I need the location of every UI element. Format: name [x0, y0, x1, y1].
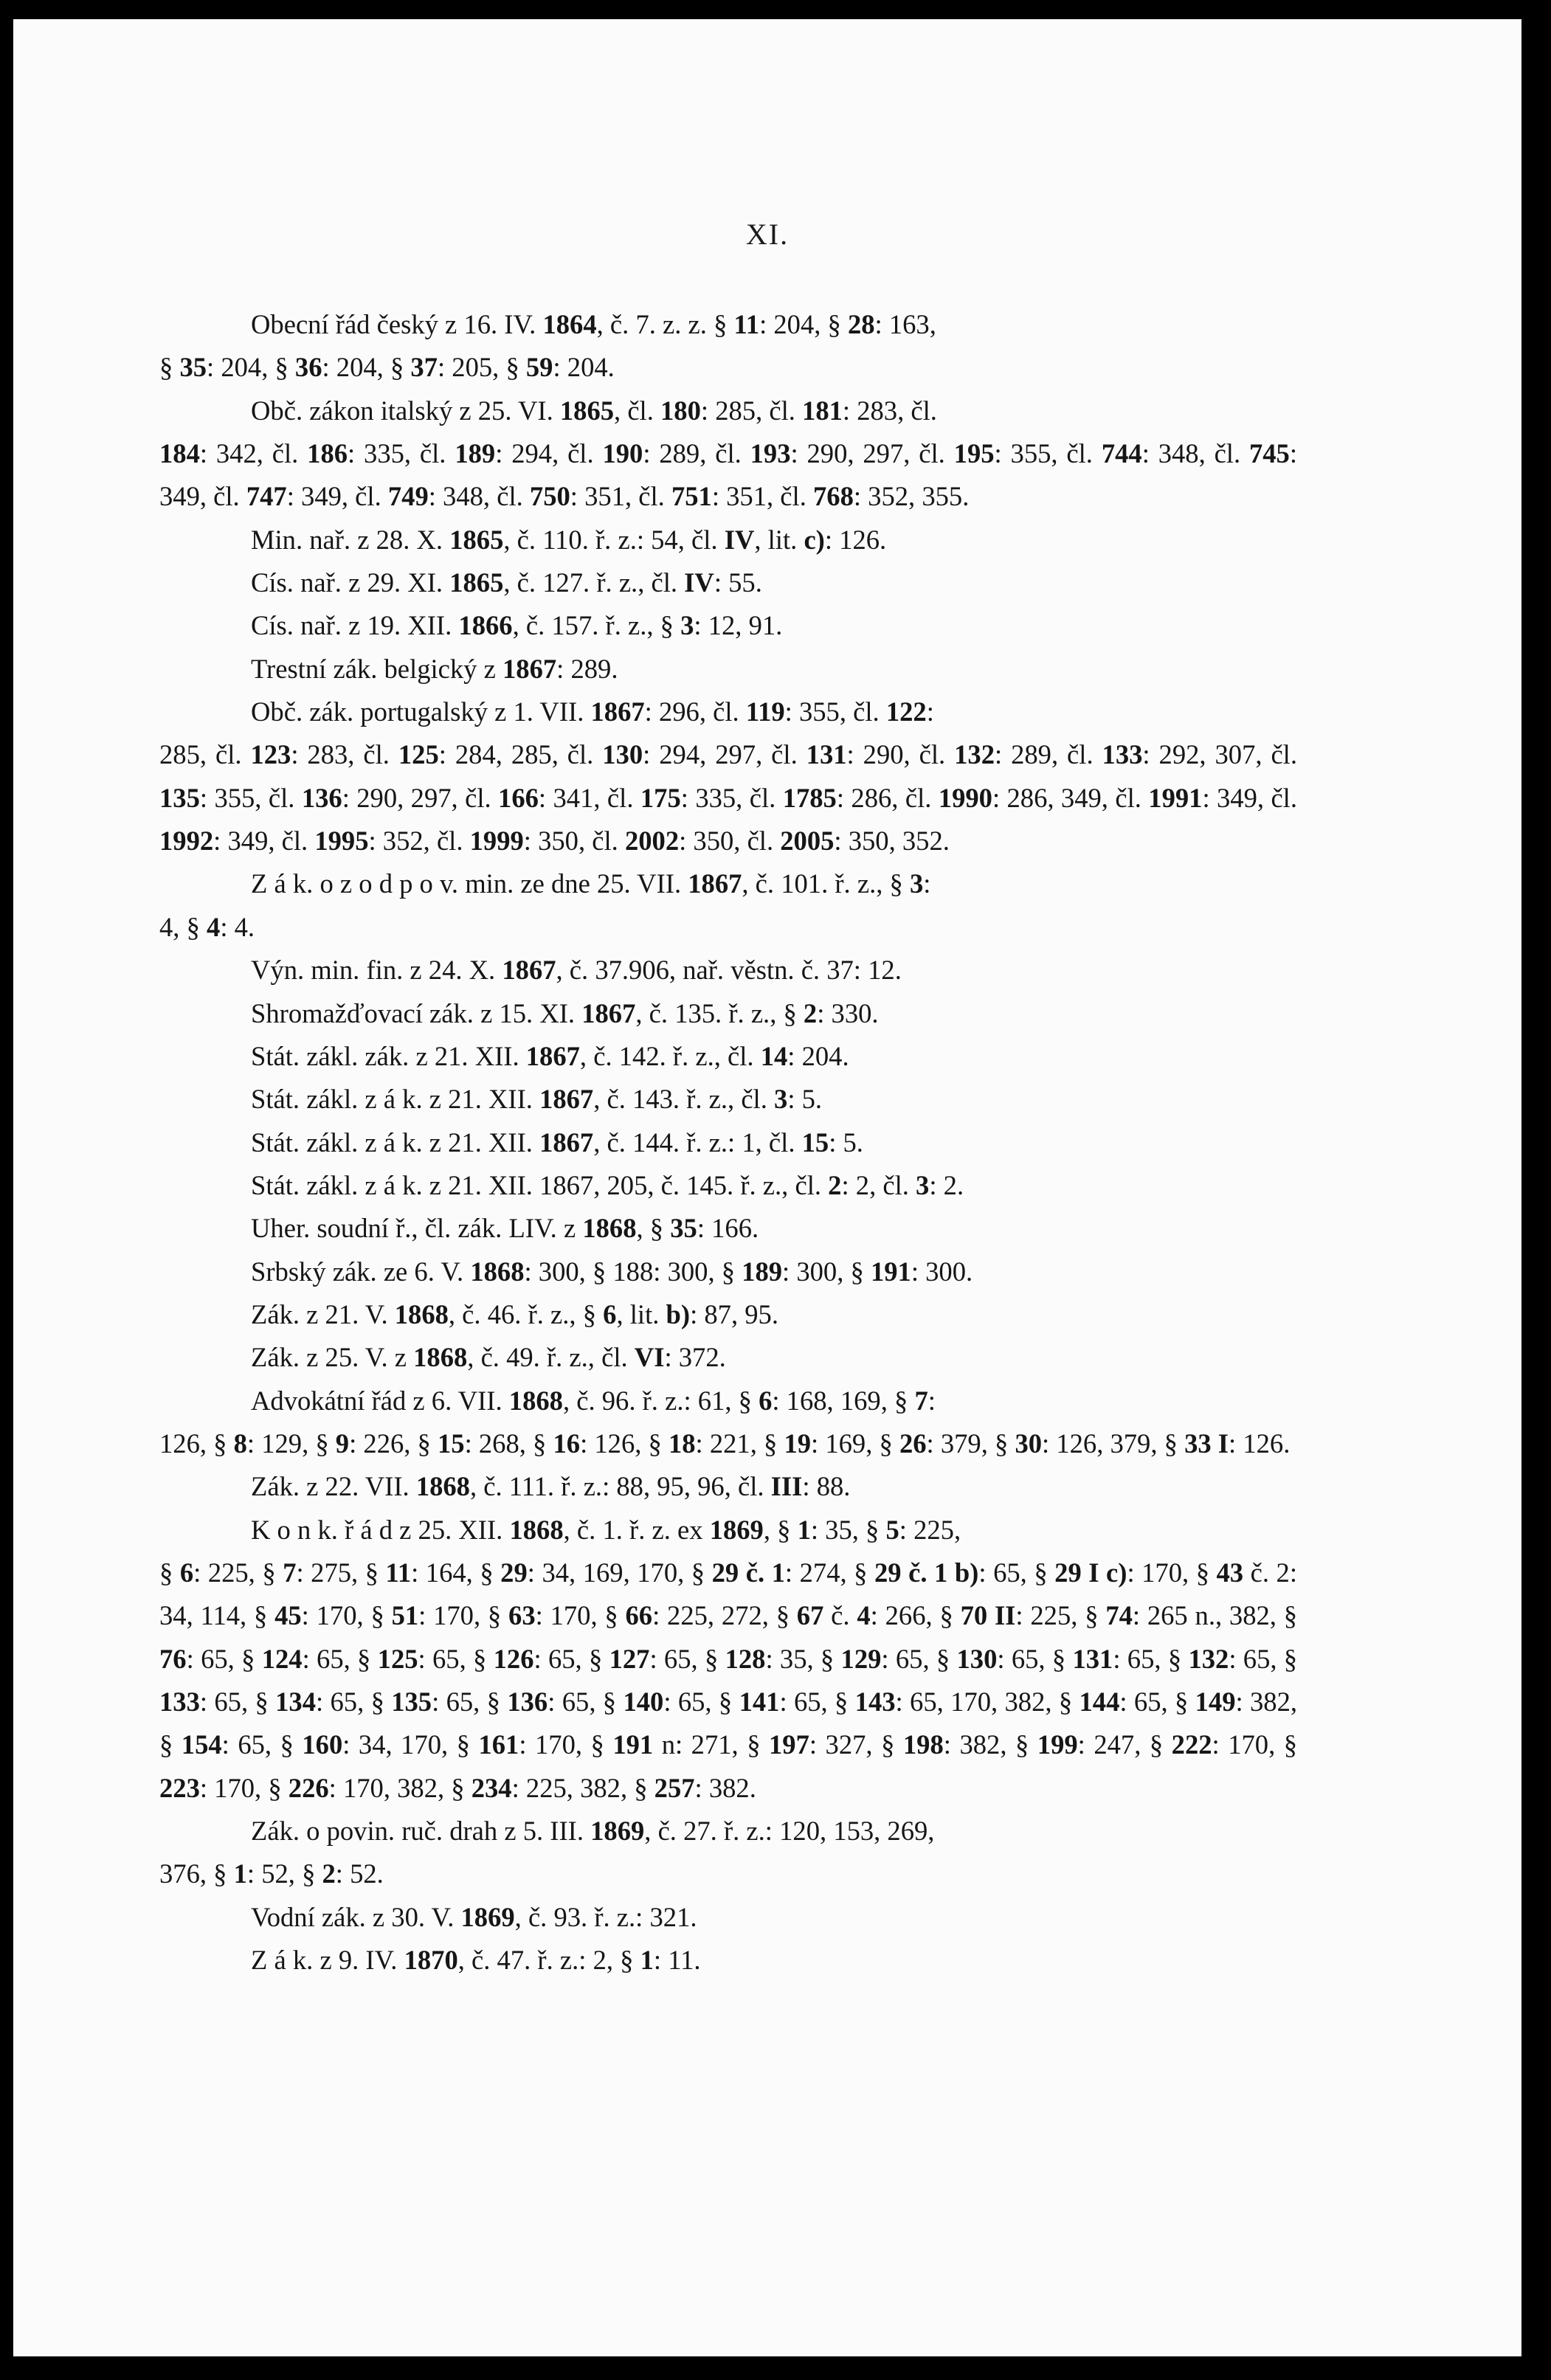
index-entry — [159, 1465, 1297, 1508]
entry-continuation-line: 382, § 257: 382. — [580, 1772, 756, 1803]
bold-reference: 184 — [159, 438, 200, 469]
entry-heading-line: Výn. min. fin. z 24. X. 1867, č. 37.906, nař. věstn. č. 37: 12. — [251, 955, 902, 986]
entry-continuation-line: 65, § 124: 65, § 125: 65, § 126: 65, § 127: 65, § 128: 35, § 129: 65, — [201, 1643, 930, 1674]
bold-reference: 35 — [179, 352, 207, 383]
bold-reference: 2 — [803, 997, 818, 1028]
bold-reference: 154 — [181, 1729, 222, 1760]
index-entry — [159, 1164, 1297, 1207]
entry-heading-line: Zák. z 25. V. z 1868, č. 49. ř. z., čl. VI: 372. — [251, 1342, 726, 1373]
bold-reference: 45 — [274, 1600, 302, 1631]
page-number: XI. — [745, 218, 790, 251]
bold-reference: 130 — [602, 739, 643, 770]
entry-continuation-line: 285, čl. 123: 283, čl. 125: 284, 285, čl. 130: 294, 297, čl. 131: 290, čl. — [159, 739, 946, 770]
bold-reference: 127 — [609, 1643, 650, 1674]
bold-reference: c) — [804, 524, 825, 555]
index-entry — [159, 561, 1297, 604]
bold-reference: 744 — [1101, 438, 1142, 469]
bold-reference: 2 — [828, 1169, 842, 1200]
bold-reference: 1866 — [458, 610, 513, 641]
bold-reference: 29 č. 1 — [711, 1557, 785, 1588]
bold-reference: 26 — [899, 1428, 927, 1459]
entry-heading-line: Obč. zákon italský z 25. VI. 1865, čl. 180: 285, čl. 181: 283, čl. — [251, 395, 937, 426]
bold-reference: 133 — [1102, 739, 1143, 770]
entry-heading-line: Srbský zák. ze 6. V. 1868: 300, § 188: 300, § 189: 300, § 191: 300. — [251, 1256, 973, 1287]
bold-reference: 186 — [307, 438, 348, 469]
bold-reference: 1869 — [709, 1514, 764, 1545]
bold-reference: 5 — [885, 1514, 899, 1545]
index-entry — [159, 303, 1297, 390]
entry-continuation-line: 65, § 140: 65, § 141: 65, § 143: 65, 170, 382, § 144: 65, § 149: 382, — [562, 1687, 1298, 1717]
bold-reference: 1992 — [159, 826, 214, 857]
bold-reference: 35 — [670, 1213, 697, 1244]
bold-reference: 1867 — [581, 997, 636, 1028]
index-entry — [159, 1250, 1297, 1293]
bold-reference: 1990 — [938, 782, 992, 813]
entry-heading-line: Zák. o povin. ruč. drah z 5. III. 1869, č. 27. ř. z.: 120, 153, 269, — [251, 1816, 935, 1847]
entry-continuation-line: § 130: 65, § 131: 65, § 132: 65, § 133: 65, § 134: 65, § 135: 65, § 136: — [159, 1643, 1298, 1717]
bold-reference: 129 — [840, 1643, 882, 1674]
bold-reference: 1868 — [394, 1298, 449, 1329]
entry-continuation-line: 170, § 66: 225, 272, § 67 č. 4: 266, § 70 II: 225, § 74: 265 n., 382, § 76: — [159, 1600, 1298, 1674]
bold-reference: 76 — [159, 1643, 187, 1674]
entry-continuation-line: 382, § 199: 247, § 222: 170, § 223: 170, § 226: 170, 382, § 234: 225, — [159, 1729, 1298, 1803]
bold-reference: 2002 — [624, 826, 680, 857]
index-entry — [159, 1896, 1297, 1939]
bold-reference: 1785 — [782, 782, 837, 813]
bold-reference: 1 — [233, 1858, 247, 1889]
bold-reference: 1864 — [542, 309, 597, 339]
bold-reference: 751 — [671, 481, 712, 512]
bold-reference: 2005 — [780, 826, 835, 857]
bold-reference: 750 — [529, 481, 570, 512]
bold-reference: 1867 — [502, 955, 556, 986]
bold-reference: 4 — [207, 911, 221, 942]
bold-reference: 1867 — [502, 653, 557, 684]
bold-reference: 195 — [953, 438, 995, 469]
entry-heading-line: Obecní řád český z 16. IV. 1864, č. 7. z. z. § 11: 204, § 28: 163, — [251, 309, 936, 339]
bold-reference: 43 — [1216, 1557, 1244, 1588]
bold-reference: 191 — [612, 1729, 654, 1760]
bold-reference: 166 — [498, 782, 539, 813]
bold-reference: 125 — [398, 739, 439, 770]
bold-reference: 28 — [847, 309, 875, 339]
bold-reference: 11 — [733, 309, 760, 339]
entry-continuation-line: 132: 289, čl. 133: 292, 307, čl. 135: 355, čl. 136: 290, 297, čl. 166: 341, — [159, 739, 1297, 813]
bold-reference: 1868 — [470, 1256, 525, 1287]
entry-continuation-line: 379, § 30: 126, 379, § 33 I: 126. — [940, 1428, 1291, 1459]
bold-reference: 143 — [854, 1687, 896, 1717]
index-entry — [159, 1509, 1297, 1810]
bold-reference: 3 — [680, 610, 694, 641]
bold-reference: 198 — [902, 1729, 944, 1760]
bold-reference: 135 — [391, 1687, 432, 1717]
bold-reference: 8 — [233, 1428, 247, 1459]
bold-reference: 51 — [391, 1600, 419, 1631]
index-entry — [159, 1078, 1297, 1121]
bold-reference: 747 — [246, 481, 287, 512]
bold-reference: 160 — [302, 1729, 343, 1760]
entry-continuation-line: § 154: 65, § 160: 34, 170, § 161: 170, § 191 n: 271, § 197: 327, § 198: — [159, 1729, 951, 1760]
bold-reference: 16 — [553, 1428, 581, 1459]
bold-reference: 70 II — [960, 1600, 1016, 1631]
entry-continuation-line: § 35: 204, § 36: 204, § 37: 205, § 59: 204. — [159, 352, 615, 383]
entry-heading-line: Stát. zákl. z á k. z 21. XII. 1867, č. 143. ř. z., čl. 3: 5. — [251, 1084, 823, 1115]
bold-reference: 133 — [159, 1687, 200, 1717]
index-entry — [159, 519, 1297, 561]
bold-reference: 745 — [1248, 438, 1290, 469]
index-entry — [159, 1380, 1297, 1466]
bold-reference: 29 I c) — [1054, 1557, 1127, 1588]
bold-reference: 1867 — [539, 1084, 594, 1115]
bold-reference: VI — [634, 1342, 665, 1373]
bold-reference: 234 — [471, 1772, 512, 1803]
bold-reference: 9 — [335, 1428, 350, 1459]
bold-reference: III — [770, 1471, 803, 1502]
index-entry — [159, 648, 1297, 691]
entry-heading-line: Z á k. o z o d p o v. min. ze dne 25. VII. 1867, č. 101. ř. z., § 3: — [251, 868, 931, 899]
bold-reference: 4 — [857, 1600, 871, 1631]
bold-reference: 1865 — [449, 524, 504, 555]
entry-heading-line: Shromažďovací zák. z 15. XI. 1867, č. 135. ř. z., § 2: 330. — [251, 997, 879, 1028]
index-entry — [159, 949, 1297, 992]
bold-reference: 67 — [796, 1600, 824, 1631]
index-entry — [159, 992, 1297, 1035]
bold-reference: 18 — [668, 1428, 696, 1459]
bold-reference: 6 — [759, 1385, 773, 1416]
bold-reference: 749 — [387, 481, 429, 512]
entry-heading-line: Cís. nař. z 29. XI. 1865, č. 127. ř. z., čl. IV: 55. — [251, 567, 762, 598]
bold-reference: 130 — [956, 1643, 998, 1674]
entry-heading-line: Stát. zákl. z á k. z 21. XII. 1867, 205, č. 145. ř. z., čl. 2: 2, čl. 3: 2. — [251, 1169, 964, 1200]
legal-index-list — [159, 303, 1297, 1982]
index-entry — [159, 1336, 1297, 1379]
bold-reference: 123 — [250, 739, 291, 770]
bold-reference: 1867 — [590, 696, 645, 727]
entry-heading-line: Vodní zák. z 30. V. 1869, č. 93. ř. z.: 321. — [251, 1901, 697, 1932]
book-page — [13, 19, 1521, 2356]
bold-reference: 189 — [455, 438, 496, 469]
entry-heading-line: Stát. zákl. z á k. z 21. XII. 1867, č. 144. ř. z.: 1, čl. 15: 5. — [251, 1127, 863, 1158]
bold-reference: 1868 — [508, 1385, 563, 1416]
bold-reference: 3 — [916, 1169, 930, 1200]
bold-reference: 136 — [301, 782, 342, 813]
bold-reference: 1868 — [413, 1342, 468, 1373]
entry-continuation-line: 351, čl. 751: 351, čl. 768: 352, 355. — [584, 481, 970, 512]
bold-reference: IV — [684, 567, 714, 598]
bold-reference: 132 — [1188, 1643, 1229, 1674]
index-entry — [159, 390, 1297, 519]
bold-reference: 119 — [745, 696, 785, 727]
bold-reference: 7 — [283, 1557, 297, 1588]
bold-reference: 1868 — [582, 1213, 637, 1244]
entry-heading-line: Zák. z 21. V. 1868, č. 46. ř. z., § 6, lit. b): 87, 95. — [251, 1298, 778, 1329]
bold-reference: 199 — [1037, 1729, 1078, 1760]
bold-reference: 257 — [654, 1772, 695, 1803]
bold-reference: 1999 — [469, 826, 524, 857]
entry-heading-line: K o n k. ř á d z 25. XII. 1868, č. 1. ř. z. ex 1869, § 1: 35, § 5: 225, — [251, 1514, 961, 1545]
bold-reference: 74 — [1105, 1600, 1133, 1631]
entry-continuation-line: 126, § 8: 129, § 9: 226, § 15: 268, § 16: 126, § 18: 221, § 19: 169, § 26: — [159, 1428, 934, 1459]
entry-continuation-line: 184: 342, čl. 186: 335, čl. 189: 294, čl. 190: 289, čl. 193: 290, 297, čl. — [159, 438, 945, 469]
index-entry — [159, 1121, 1297, 1164]
bold-reference: 140 — [623, 1687, 664, 1717]
bold-reference: 124 — [261, 1643, 303, 1674]
bold-reference: 1867 — [539, 1127, 594, 1158]
bold-reference: 2 — [322, 1858, 336, 1889]
index-entry — [159, 1810, 1297, 1896]
bold-reference: 1865 — [559, 395, 615, 426]
bold-reference: 149 — [1195, 1687, 1236, 1717]
entry-continuation-line: 4, § 4: 4. — [159, 911, 255, 942]
bold-reference: 126 — [493, 1643, 534, 1674]
bold-reference: 181 — [802, 395, 843, 426]
bold-reference: 161 — [478, 1729, 519, 1760]
bold-reference: 135 — [159, 782, 200, 813]
bold-reference: 1995 — [314, 826, 369, 857]
bold-reference: 1869 — [460, 1901, 515, 1932]
entry-heading-line: Min. nař. z 28. X. 1865, č. 110. ř. z.: 54, čl. IV, lit. c): 126. — [251, 524, 887, 555]
bold-reference: 190 — [602, 438, 643, 469]
bold-reference: 33 I — [1184, 1428, 1229, 1459]
entry-heading-line: Uher. soudní ř., čl. zák. LIV. z 1868, § 35: 166. — [251, 1213, 759, 1244]
bold-reference: 768 — [812, 481, 854, 512]
bold-reference: 66 — [625, 1600, 653, 1631]
bold-reference: 1867 — [525, 1040, 580, 1071]
bold-reference: 134 — [275, 1687, 316, 1717]
entry-heading-line: Cís. nař. z 19. XII. 1866, č. 157. ř. z., § 3: 12, 91. — [251, 610, 783, 641]
entry-heading-line: Stát. zákl. zák. z 21. XII. 1867, č. 142. ř. z., čl. 14: 204. — [251, 1040, 849, 1071]
bold-reference: 1869 — [590, 1816, 645, 1847]
bold-reference: 30 — [1015, 1428, 1043, 1459]
bold-reference: 1868 — [509, 1514, 564, 1545]
bold-reference: 223 — [159, 1772, 200, 1803]
entry-heading-line: Trestní zák. belgický z 1867: 289. — [251, 653, 618, 684]
index-entry — [159, 1939, 1297, 1982]
bold-reference: 63 — [508, 1600, 536, 1631]
bold-reference: 131 — [1072, 1643, 1113, 1674]
bold-reference: 175 — [640, 782, 681, 813]
entry-continuation-line: 1 b): 65, § 29 I c): 170, § 43 č. 2: 34, 114, § 45: 170, § 51: 170, § 63: — [159, 1557, 1297, 1631]
bold-reference: 59 — [525, 352, 553, 383]
bold-reference: 36 — [294, 352, 322, 383]
bold-reference: 15 — [438, 1428, 465, 1459]
entry-heading-line: Obč. zák. portugalský z 1. VII. 1867: 296, čl. 119: 355, čl. 122: — [251, 696, 934, 727]
bold-reference: 122 — [885, 696, 927, 727]
bold-reference: 1865 — [449, 567, 504, 598]
bold-reference: 1 b) — [934, 1557, 979, 1588]
index-entry — [159, 862, 1297, 949]
entry-heading-line: Advokátní řád z 6. VII. 1868, č. 96. ř. z.: 61, § 6: 168, 169, § 7: — [251, 1385, 936, 1416]
entry-heading-line: Zák. z 22. VII. 1868, č. 111. ř. z.: 88, 95, 96, čl. III: 88. — [251, 1471, 851, 1502]
bold-reference: 29 č. — [874, 1557, 928, 1588]
bold-reference: 1870 — [404, 1945, 458, 1976]
bold-reference: 180 — [660, 395, 701, 426]
bold-reference: 125 — [377, 1643, 418, 1674]
entry-continuation-line: 349, čl. 1995: 352, čl. 1999: 350, čl. 2002: 350, čl. 2005: 350, 352. — [227, 826, 950, 857]
index-entry — [159, 1035, 1297, 1078]
entry-continuation-line: 376, § 1: 52, § 2: 52. — [159, 1858, 384, 1889]
bold-reference: 141 — [739, 1687, 780, 1717]
bold-reference: 222 — [1171, 1729, 1212, 1760]
index-entry — [159, 691, 1297, 862]
index-entry — [159, 604, 1297, 647]
bold-reference: 1868 — [415, 1471, 470, 1502]
bold-reference: 1867 — [688, 868, 742, 899]
bold-reference: 15 — [801, 1127, 829, 1158]
bold-reference: 11 — [385, 1557, 412, 1588]
bold-reference: 193 — [750, 438, 791, 469]
bold-reference: 3 — [774, 1084, 788, 1115]
bold-reference: 1 — [797, 1514, 811, 1545]
bold-reference: 131 — [806, 739, 847, 770]
bold-reference: 1 — [640, 1945, 654, 1976]
bold-reference: 128 — [725, 1643, 766, 1674]
bold-reference: 197 — [769, 1729, 809, 1760]
bold-reference: 136 — [507, 1687, 548, 1717]
bold-reference: 29 — [500, 1557, 528, 1588]
entry-heading-line: Z á k. z 9. IV. 1870, č. 47. ř. z.: 2, § 1: 11. — [251, 1945, 701, 1976]
index-entry — [159, 1293, 1297, 1336]
entry-continuation-line: 195: 355, čl. 744: 348, čl. 745: 349, čl. 747: 349, čl. 749: 348, čl. 750: — [159, 438, 1298, 512]
bold-reference: 14 — [760, 1040, 788, 1071]
bold-reference: b) — [666, 1298, 691, 1329]
bold-reference: 19 — [784, 1428, 812, 1459]
index-entry — [159, 1207, 1297, 1250]
bold-reference: 189 — [742, 1256, 783, 1287]
entry-continuation-line: čl. 175: 335, čl. 1785: 286, čl. 1990: 286, 349, čl. 1991: 349, čl. 1992: — [159, 782, 1297, 857]
bold-reference: 144 — [1079, 1687, 1120, 1717]
bold-reference: 6 — [179, 1557, 194, 1588]
bold-reference: 226 — [288, 1772, 329, 1803]
bold-reference: 191 — [870, 1256, 911, 1287]
bold-reference: 132 — [954, 739, 995, 770]
bold-reference: 7 — [914, 1385, 928, 1416]
entry-continuation-line: § 6: 225, § 7: 275, § 11: 164, § 29: 34, 169, 170, § 29 č. 1: 274, § 29 č. — [159, 1557, 928, 1588]
bold-reference: 6 — [603, 1298, 617, 1329]
bold-reference: 37 — [410, 352, 438, 383]
bold-reference: 1991 — [1148, 782, 1203, 813]
bold-reference: IV — [724, 524, 755, 555]
bold-reference: 3 — [909, 868, 924, 899]
